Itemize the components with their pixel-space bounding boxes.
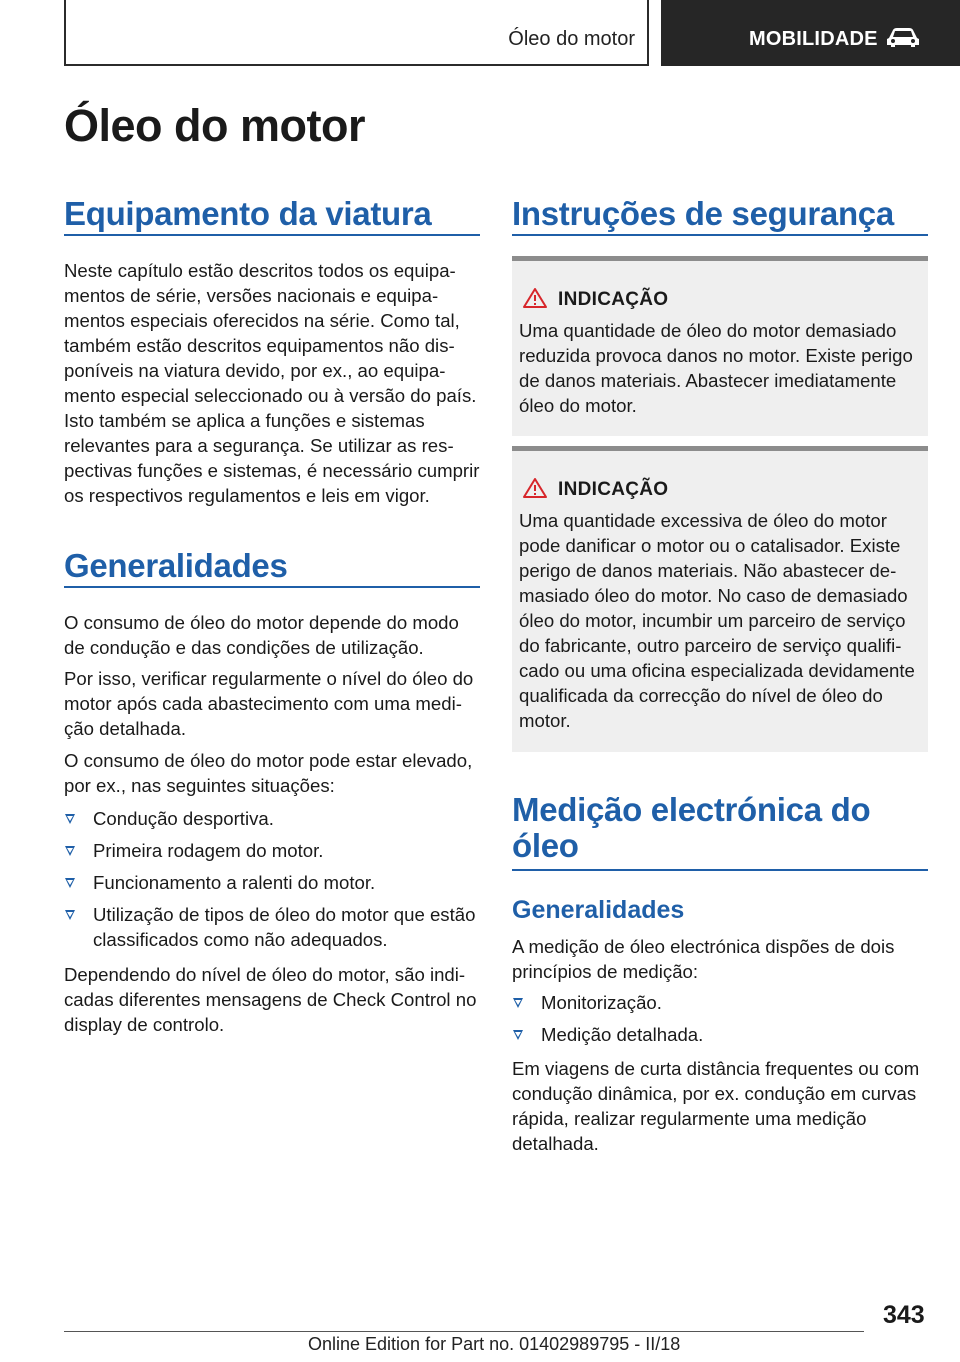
triangle-bullet-icon bbox=[513, 998, 523, 1008]
notice-box bbox=[512, 256, 928, 436]
header-chapter-title: Óleo do motor bbox=[508, 28, 635, 50]
footer-edition: Online Edition for Part no. 01402989795 - II/18 bbox=[308, 1334, 681, 1354]
header-section-tab bbox=[661, 0, 960, 66]
page-title: Óleo do motor bbox=[64, 100, 365, 151]
general-paragraph-1: O consumo de óleo do motor depende do modo de condução e das condições de utilização. bbox=[64, 612, 459, 658]
list-item bbox=[512, 990, 928, 1015]
list-item-text: Funcionamento a ralenti do motor. bbox=[93, 872, 376, 893]
heading-rule bbox=[512, 234, 928, 236]
footer-rule bbox=[64, 1331, 864, 1332]
heading-measurement: Medição electrónica do óleo bbox=[512, 791, 871, 864]
heading-general: Generalidades bbox=[64, 547, 288, 584]
notice-title: INDICAÇÃO bbox=[558, 479, 669, 500]
notice-title: INDICAÇÃO bbox=[558, 289, 669, 310]
measurement-paragraph-1: A medição de óleo electrónica dispões de dois princípios de medição: bbox=[512, 936, 895, 982]
subheading-general: Generalidades bbox=[512, 896, 685, 924]
triangle-bullet-icon bbox=[65, 846, 75, 856]
triangle-bullet-icon bbox=[65, 878, 75, 888]
notice-box bbox=[512, 446, 928, 752]
list-item-text: Medição detalhada. bbox=[541, 1024, 704, 1045]
list-item bbox=[64, 838, 480, 863]
list-item-text: Condução desportiva. bbox=[93, 808, 274, 829]
general-paragraph-4: Dependendo do nível de óleo do motor, são indicadas diferentes mensagens de Check Control no display de controlo. bbox=[64, 964, 477, 1035]
car-icon bbox=[885, 26, 921, 48]
heading-equipment: Equipamento da viatura bbox=[64, 195, 432, 232]
triangle-bullet-icon bbox=[65, 910, 75, 920]
heading-rule bbox=[512, 869, 928, 871]
page-number: 343 bbox=[883, 1301, 925, 1329]
notice-text: Uma quantidade excessiva de óleo do motor pode danificar o motor ou o catalisador. Existe perigo de danos materiais. Não abastecer demasiado óleo do motor. No caso de demasiado óleo do motor, incumbir um parceiro de serviço do fabricante, outro parceiro de serviço qualificado ou uma oficina especializada devidamente qualificada da correcção do nível de óleo do motor. bbox=[519, 510, 915, 731]
list-item-text: Monitorização. bbox=[541, 992, 662, 1013]
general-paragraph-3: O consumo de óleo do motor pode estar elevado, por ex., nas seguintes situações: bbox=[64, 750, 473, 796]
list-item bbox=[64, 870, 480, 895]
measurement-paragraph-2: Em viagens de curta distância frequentes ou com condução dinâmica, por ex. condução em curvas rápida, realizar regularmente uma medição detalhada. bbox=[512, 1058, 920, 1154]
heading-rule bbox=[64, 586, 480, 588]
list-item bbox=[64, 902, 480, 952]
header-section-label: MOBILIDADE bbox=[749, 28, 878, 50]
header-chapter-box bbox=[64, 0, 649, 66]
triangle-bullet-icon bbox=[65, 814, 75, 824]
list-item bbox=[64, 806, 480, 831]
list-item-text: Primeira rodagem do motor. bbox=[93, 840, 324, 861]
heading-safety: Instruções de segurança bbox=[512, 195, 894, 232]
warning-triangle-icon bbox=[522, 287, 548, 309]
warning-triangle-icon bbox=[522, 477, 548, 499]
notice-text: Uma quantidade de óleo do motor demasiado reduzida provoca danos no motor. Existe perigo de danos materiais. Abastecer imediatamente óleo do motor. bbox=[519, 320, 913, 416]
list-item-text: Utilização de tipos de óleo do motor que estão classificados como não adequados. bbox=[93, 904, 476, 950]
triangle-bullet-icon bbox=[513, 1030, 523, 1040]
equipment-text: Neste capítulo estão descritos todos os equipamentos de série, versões nacionais e equipamentos especiais oferecidos na série. Como tal, também estão descritos equipamentos não disponíveis na viatura devido, por ex., ao equipamento especial seleccionado ou à versão do país. Isto também se aplica a funções e sistemas relevantes para a segurança. Se utilizar as respectivas funções e sistemas, é necessário cumprir os respectivos regulamentos e leis em vigor. bbox=[64, 260, 480, 506]
list-item bbox=[512, 1022, 928, 1047]
heading-rule bbox=[64, 234, 480, 236]
general-paragraph-2: Por isso, verificar regularmente o nível do óleo do motor após cada abastecimento com uma medição detalhada. bbox=[64, 668, 474, 739]
